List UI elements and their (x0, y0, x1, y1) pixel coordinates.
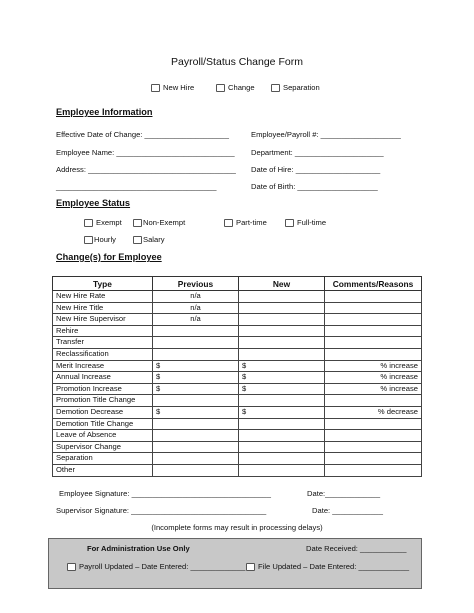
employee-signature-date-field[interactable]: Date:_____________ (307, 489, 381, 498)
type-cell: Leave of Absence (53, 430, 153, 442)
new-cell[interactable] (239, 395, 325, 407)
incomplete-forms-note: (Incomplete forms may result in processing delays) (151, 523, 323, 532)
changes-heading: Change(s) for Employee (56, 252, 162, 262)
column-header-previous: Previous (153, 277, 239, 291)
checkbox-change[interactable] (216, 84, 225, 92)
previous-cell[interactable]: $ (153, 360, 239, 372)
comments-cell[interactable] (325, 325, 422, 337)
comments-cell[interactable]: % increase (325, 360, 422, 372)
changes-table-body (53, 291, 422, 477)
table-row (53, 291, 422, 303)
non-exempt-label: Non-Exempt (143, 218, 186, 227)
date-of-hire-field[interactable]: Date of Hire: ____________________ (251, 165, 381, 174)
previous-cell[interactable] (153, 395, 239, 407)
previous-cell[interactable] (153, 464, 239, 476)
table-row (53, 325, 422, 337)
column-header-comments: Comments/Reasons (325, 277, 422, 291)
part-time-label: Part-time (236, 218, 267, 227)
new-cell[interactable] (239, 325, 325, 337)
previous-cell[interactable] (153, 453, 239, 465)
checkbox-salary[interactable] (133, 236, 142, 244)
type-cell: Merit Increase (53, 360, 153, 372)
previous-cell[interactable] (153, 337, 239, 349)
table-row (53, 360, 422, 372)
full-time-label: Full-time (297, 218, 327, 227)
supervisor-signature-field[interactable]: Supervisor Signature: ________________________________ (56, 506, 267, 515)
previous-cell[interactable]: $ (153, 406, 239, 418)
table-row (53, 430, 422, 442)
new-cell[interactable]: $ (239, 383, 325, 395)
status-non-exempt[interactable] (133, 218, 185, 227)
administration-box (48, 538, 422, 589)
previous-cell[interactable] (153, 430, 239, 442)
type-cell: New Hire Title (53, 302, 153, 314)
effective-date-field[interactable]: Effective Date of Change: ____________________ (56, 130, 229, 139)
comments-cell[interactable] (325, 430, 422, 442)
table-row (53, 348, 422, 360)
type-cell: New Hire Supervisor (53, 314, 153, 326)
type-cell: Reclassification (53, 348, 153, 360)
new-cell[interactable] (239, 441, 325, 453)
status-hourly[interactable] (84, 235, 116, 244)
changes-table-header (53, 277, 422, 291)
new-cell[interactable]: $ (239, 406, 325, 418)
file-updated-field[interactable]: File Updated – Date Entered: ____________ (258, 562, 410, 571)
checkbox-hourly[interactable] (84, 236, 93, 244)
previous-cell[interactable]: $ (153, 383, 239, 395)
comments-cell[interactable]: % decrease (325, 406, 422, 418)
type-cell: Demotion Decrease (53, 406, 153, 418)
employee-status-heading: Employee Status (56, 198, 131, 208)
column-header-type: Type (53, 277, 153, 291)
previous-cell[interactable]: $ (153, 372, 239, 384)
address-field[interactable]: Address: ___________________________________ (56, 165, 236, 174)
table-row (53, 441, 422, 453)
comments-cell[interactable] (325, 453, 422, 465)
comments-cell[interactable] (325, 337, 422, 349)
type-cell: Transfer (53, 337, 153, 349)
separation-label: Separation (283, 83, 320, 92)
new-cell[interactable] (239, 291, 325, 303)
comments-cell[interactable] (325, 302, 422, 314)
type-cell: Supervisor Change (53, 441, 153, 453)
table-row (53, 337, 422, 349)
previous-cell[interactable]: n/a (153, 302, 239, 314)
table-row (53, 302, 422, 314)
comments-cell[interactable] (325, 418, 422, 430)
status-salary[interactable] (133, 235, 165, 244)
status-part-time[interactable] (224, 218, 267, 227)
administration-heading: For Administration Use Only (87, 544, 190, 553)
checkbox-part-time[interactable] (224, 219, 233, 227)
type-cell: Demotion Title Change (53, 418, 153, 430)
type-cell: Annual Increase (53, 372, 153, 384)
new-cell[interactable] (239, 418, 325, 430)
table-row (53, 464, 422, 476)
new-cell[interactable] (239, 348, 325, 360)
status-full-time[interactable] (285, 218, 326, 227)
comments-cell[interactable] (325, 464, 422, 476)
employee-signature-field[interactable]: Employee Signature: _________________________________ (59, 489, 271, 498)
checkbox-file-updated[interactable] (246, 563, 255, 571)
date-received-field[interactable]: Date Received: ___________ (306, 544, 407, 553)
type-cell: Separation (53, 453, 153, 465)
supervisor-signature-date-field[interactable]: Date: ____________ (312, 506, 383, 515)
checkbox-new-hire[interactable] (151, 84, 160, 92)
checkbox-full-time[interactable] (285, 219, 294, 227)
checkbox-separation[interactable] (271, 84, 280, 92)
department-field[interactable]: Department: _____________________ (251, 148, 384, 157)
payroll-updated-field[interactable]: Payroll Updated – Date Entered: _____________ (79, 562, 246, 571)
previous-cell[interactable] (153, 418, 239, 430)
table-row (53, 383, 422, 395)
type-cell: New Hire Rate (53, 291, 153, 303)
new-cell[interactable] (239, 464, 325, 476)
exempt-label: Exempt (96, 218, 122, 227)
new-cell[interactable]: $ (239, 372, 325, 384)
table-row (53, 453, 422, 465)
comments-cell[interactable] (325, 291, 422, 303)
new-cell[interactable] (239, 453, 325, 465)
checkbox-non-exempt[interactable] (133, 219, 142, 227)
table-row (53, 395, 422, 407)
type-cell: Promotion Title Change (53, 395, 153, 407)
new-hire-label: New Hire (163, 83, 195, 92)
checkbox-exempt[interactable] (84, 219, 93, 227)
comments-cell[interactable] (325, 314, 422, 326)
employee-information-heading: Employee Information (56, 107, 153, 117)
table-row (53, 418, 422, 430)
employee-name-field[interactable]: Employee Name: ____________________________ (56, 148, 235, 157)
previous-cell[interactable] (153, 348, 239, 360)
previous-cell[interactable] (153, 441, 239, 453)
date-of-birth-field[interactable]: Date of Birth: ___________________ (251, 182, 378, 191)
change-type-separation[interactable] (271, 83, 320, 92)
table-row (53, 314, 422, 326)
changes-table (52, 276, 422, 477)
status-exempt[interactable] (84, 218, 122, 227)
column-header-new: New (239, 277, 325, 291)
type-cell: Promotion Increase (53, 383, 153, 395)
new-cell[interactable] (239, 337, 325, 349)
table-row (53, 372, 422, 384)
comments-cell[interactable] (325, 441, 422, 453)
new-cell[interactable]: $ (239, 360, 325, 372)
new-cell[interactable] (239, 430, 325, 442)
checkbox-payroll-updated[interactable] (67, 563, 76, 571)
form-title: Payroll/Status Change Form (171, 56, 303, 68)
table-row (53, 406, 422, 418)
employee-payroll-number-field[interactable]: Employee/Payroll #: ___________________ (251, 130, 401, 139)
comments-cell[interactable]: % increase (325, 383, 422, 395)
comments-cell[interactable]: % increase (325, 372, 422, 384)
change-type-change[interactable] (216, 83, 255, 92)
new-cell[interactable] (239, 314, 325, 326)
file-updated-row[interactable] (246, 562, 409, 571)
comments-cell[interactable] (325, 395, 422, 407)
change-type-new-hire[interactable] (151, 83, 194, 92)
type-cell: Other (53, 464, 153, 476)
previous-cell[interactable]: n/a (153, 314, 239, 326)
hourly-label: Hourly (94, 235, 116, 244)
change-label: Change (228, 83, 255, 92)
type-cell: Rehire (53, 325, 153, 337)
previous-cell[interactable] (153, 325, 239, 337)
new-cell[interactable] (239, 302, 325, 314)
payroll-updated-row[interactable] (67, 562, 245, 571)
comments-cell[interactable] (325, 348, 422, 360)
salary-label: Salary (143, 235, 165, 244)
previous-cell[interactable]: n/a (153, 291, 239, 303)
address-line-2-field[interactable]: ______________________________________ (56, 182, 217, 191)
